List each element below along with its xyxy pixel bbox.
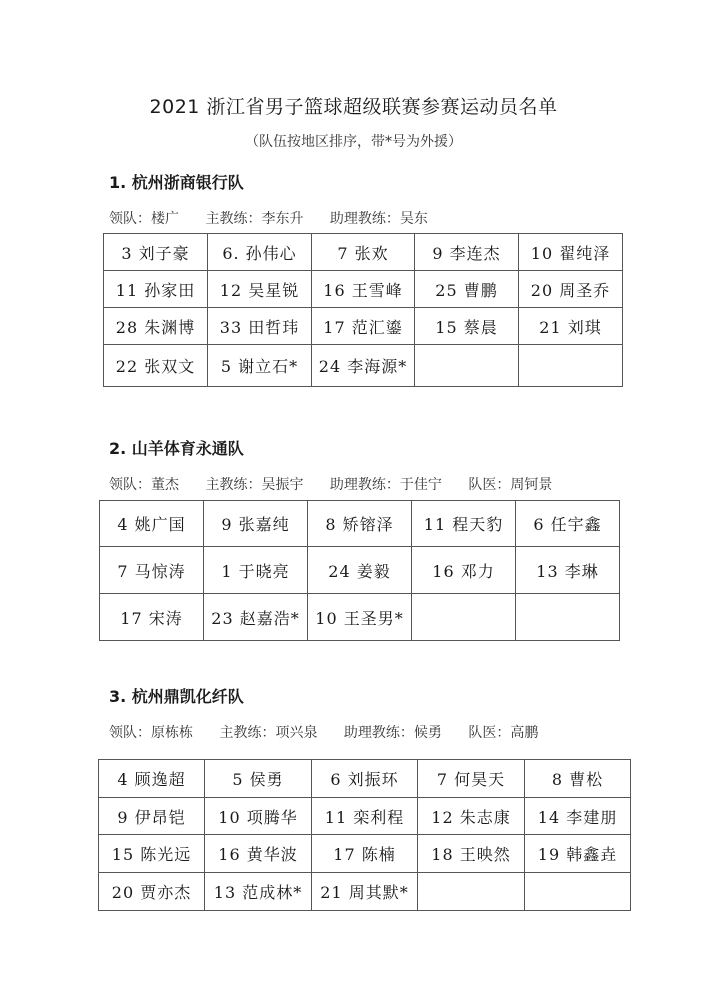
staff-head-coach: 主教练：李东升: [205, 211, 304, 227]
player-cell: 10 王圣男*: [308, 594, 412, 641]
player-cell: [412, 594, 516, 641]
player-cell: 3 刘子豪: [104, 234, 208, 271]
roster-table-2: [99, 500, 620, 641]
table-row: [100, 594, 620, 641]
staff-assistant-coach: 助理教练：于佳宁: [329, 477, 442, 493]
player-cell: 16 王雪峰: [312, 271, 415, 308]
player-cell: 20 贾亦杰: [99, 873, 205, 911]
team-heading: 1. 杭州浙商银行队: [109, 173, 244, 192]
table-row: [99, 873, 631, 911]
player-cell: 7 张欢: [312, 234, 415, 271]
team-heading: 3. 杭州鼎凯化纤队: [109, 687, 244, 706]
table-row: [100, 501, 620, 547]
page-title: 2021 浙江省男子篮球超级联赛参赛运动员名单: [149, 96, 558, 118]
player-cell: 5 侯勇: [205, 760, 312, 798]
player-cell: 24 李海源*: [312, 345, 415, 387]
player-cell: 11 程天豹: [412, 501, 516, 547]
player-cell: 9 伊昂铠: [99, 798, 205, 835]
staff-assistant-coach: 助理教练：吴东: [329, 211, 428, 227]
player-cell: 15 蔡晨: [415, 308, 519, 345]
player-cell: 8 曹松: [525, 760, 631, 798]
table-row: [99, 760, 631, 798]
player-cell: 12 吴星锐: [208, 271, 312, 308]
player-cell: 25 曹鹏: [415, 271, 519, 308]
player-cell: [418, 873, 525, 911]
table-row: [99, 835, 631, 873]
player-cell: 24 姜毅: [308, 547, 412, 594]
player-cell: [525, 873, 631, 911]
player-cell: 17 宋涛: [100, 594, 204, 641]
player-cell: 28 朱渊博: [104, 308, 208, 345]
player-cell: 12 朱志康: [418, 798, 525, 835]
player-cell: 19 韩鑫垚: [525, 835, 631, 873]
player-cell: 6 刘振环: [312, 760, 418, 798]
staff-team-doctor: 队医：周钶景: [468, 477, 553, 493]
staff-head-coach: 主教练：项兴泉: [219, 725, 318, 741]
player-cell: 22 张双文: [104, 345, 208, 387]
player-cell: 17 陈楠: [312, 835, 418, 873]
player-cell: 4 姚广国: [100, 501, 204, 547]
player-cell: 11 孙家田: [104, 271, 208, 308]
player-cell: 18 王映然: [418, 835, 525, 873]
player-cell: 20 周圣乔: [519, 271, 623, 308]
roster-table-3: [98, 759, 631, 911]
player-cell: 5 谢立石*: [208, 345, 312, 387]
player-cell: 16 黄华波: [205, 835, 312, 873]
player-cell: 13 范成林*: [205, 873, 312, 911]
player-cell: [415, 345, 519, 387]
staff-line: [109, 474, 574, 494]
player-cell: 8 矫镕泽: [308, 501, 412, 547]
player-cell: 7 何昊天: [418, 760, 525, 798]
table-row: [104, 308, 623, 345]
player-cell: 7 马惊涛: [100, 547, 204, 594]
staff-leader: 领队：董杰: [109, 477, 179, 493]
player-cell: 6. 孙伟心: [208, 234, 312, 271]
staff-leader: 领队：原栋栋: [109, 725, 193, 741]
player-cell: 6 任宇鑫: [516, 501, 620, 547]
player-cell: 21 周其默*: [312, 873, 418, 911]
page-subtitle: （队伍按地区排序，带*号为外援）: [245, 134, 462, 150]
staff-line: [109, 722, 560, 742]
player-cell: 9 李连杰: [415, 234, 519, 271]
player-cell: 4 顾逸超: [99, 760, 205, 798]
player-cell: 33 田哲玮: [208, 308, 312, 345]
player-cell: 11 栾利程: [312, 798, 418, 835]
table-row: [104, 234, 623, 271]
table-row: [104, 345, 623, 387]
table-row: [100, 547, 620, 594]
player-cell: 13 李琳: [516, 547, 620, 594]
staff-team-doctor: 队医：高鹏: [468, 725, 539, 741]
player-cell: 23 赵嘉浩*: [204, 594, 308, 641]
team-heading: 2. 山羊体育永通队: [109, 439, 244, 458]
table-row: [104, 271, 623, 308]
staff-head-coach: 主教练：吴振宇: [205, 477, 304, 493]
player-cell: 16 邓力: [412, 547, 516, 594]
player-cell: 14 李建朋: [525, 798, 631, 835]
roster-table-1: [103, 233, 623, 387]
player-cell: [519, 345, 623, 387]
staff-leader: 领队：楼广: [109, 211, 179, 227]
player-cell: 10 项腾华: [205, 798, 312, 835]
staff-line: [109, 208, 450, 228]
staff-assistant-coach: 助理教练：候勇: [343, 725, 442, 741]
player-cell: 9 张嘉纯: [204, 501, 308, 547]
player-cell: 10 翟纯泽: [519, 234, 623, 271]
player-cell: [516, 594, 620, 641]
player-cell: 15 陈光远: [99, 835, 205, 873]
player-cell: 1 于晓亮: [204, 547, 308, 594]
table-row: [99, 798, 631, 835]
player-cell: 17 范汇鎏: [312, 308, 415, 345]
player-cell: 21 刘琪: [519, 308, 623, 345]
